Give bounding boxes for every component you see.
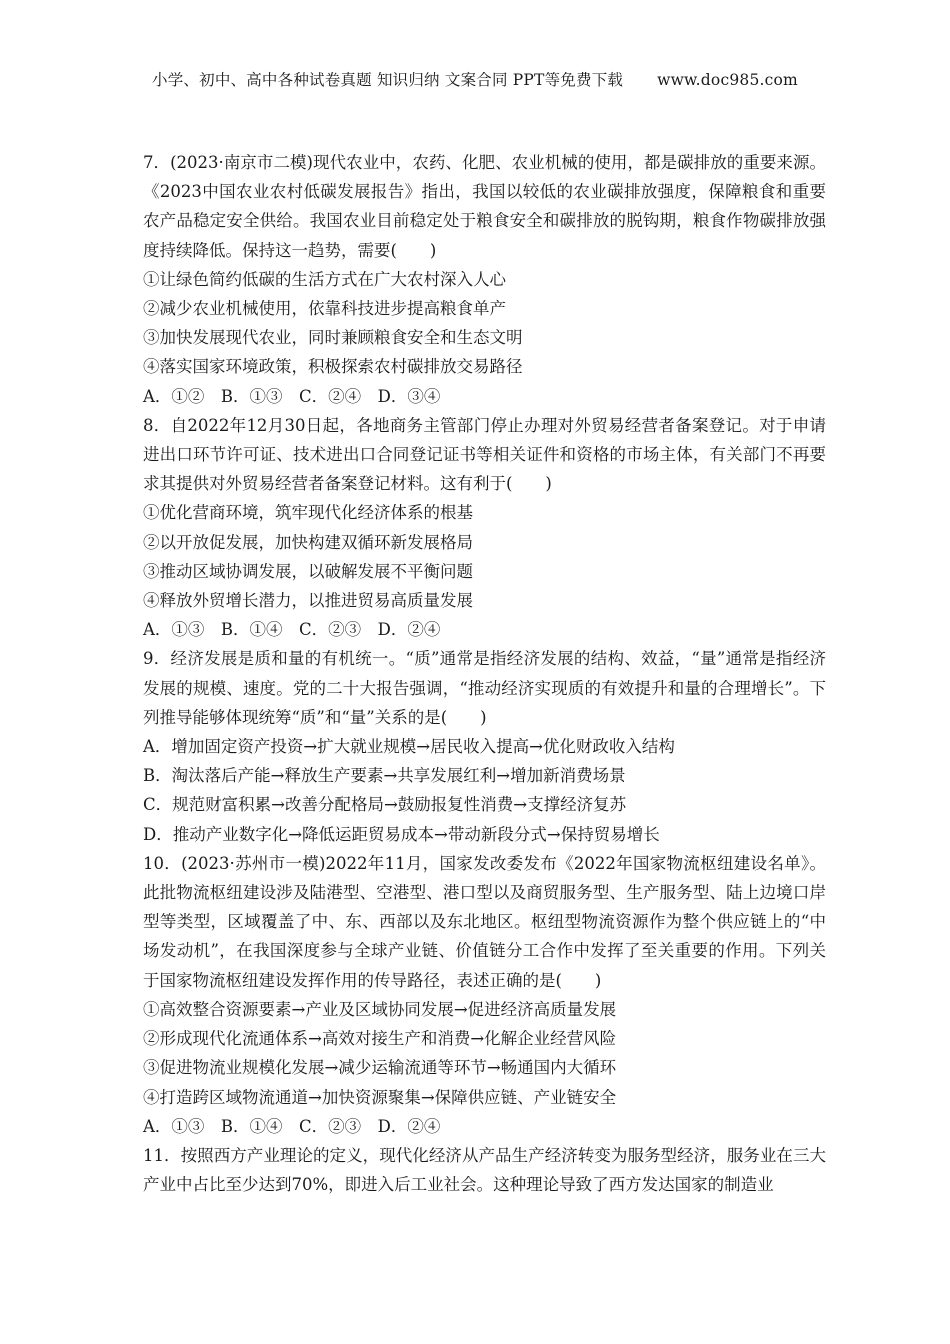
question-item: ①让绿色简约低碳的生活方式在广大农村深入人心	[143, 269, 506, 289]
question-item: ①优化营商环境，筑牢现代化经济体系的根基	[143, 503, 473, 523]
question-stem: 7．(2023·南京市二模)现代农业中，农药、化肥、农业机械的使用，都是碳排放的重要来源。《2023中国农业农村低碳发展报告》指出，我国以较低的农业碳排放强度，保障粮食和重要农产品稳定安全供给。我国农业目前稳定处于粮食安全和碳排放的脱钩期，粮食作物碳排放强度持续降低。保持这一趋势，需要( )	[143, 153, 826, 260]
answer-option: D．推动产业数字化→降低运距贸易成本→带动新段分式→保持贸易增长	[143, 824, 660, 844]
answer-options: A．①② B．①③ C．②④ D．③④	[143, 386, 441, 406]
answer-options: A．①③ B．①④ C．②③ D．②④	[143, 620, 441, 640]
header-site: www.doc985.com	[657, 71, 798, 89]
question-9	[143, 644, 826, 848]
question-stem: 8．自2022年12月30日起，各地商务主管部门停止办理对外贸易经营者备案登记。对于申请进出口环节许可证、技术进出口合同登记证书等相关证件和资格的市场主体，有关部门不再要求其提供对外贸易经营者备案登记材料。这有利于( )	[143, 415, 826, 494]
question-7	[143, 148, 826, 411]
answer-option: C．规范财富积累→改善分配格局→鼓励报复性消费→支撑经济复苏	[143, 795, 627, 815]
answer-options: A．①③ B．①④ C．②③ D．②④	[143, 1116, 441, 1136]
answer-option: B．淘汰落后产能→释放生产要素→共享发展红利→增加新消费场景	[143, 766, 626, 786]
question-item: ③促进物流业规模化发展→减少运输流通等环节→畅通国内大循环	[143, 1058, 617, 1078]
question-stem: 10．(2023·苏州市一模)2022年11月，国家发改委发布《2022年国家物流枢纽建设名单》。此批物流枢纽建设涉及陆港型、空港型、港口型以及商贸服务型、生产服务型、陆上边境口岸型等类型，区域覆盖了中、东、西部以及东北地区。枢纽型物流资源作为整个供应链上的“中场发动机”，在我国深度参与全球产业链、价值链分工合作中发挥了至关重要的作用。下列关于国家物流枢纽建设发挥作用的传导路径，表述正确的是( )	[143, 853, 826, 990]
question-item: ④释放外贸增长潜力，以推进贸易高质量发展	[143, 591, 473, 611]
question-item: ②形成现代化流通体系→高效对接生产和消费→化解企业经营风险	[143, 1029, 617, 1049]
question-item: ③加快发展现代农业，同时兼顾粮食安全和生态文明	[143, 328, 523, 348]
question-11	[143, 1141, 826, 1199]
question-item: ②以开放促发展，加快构建双循环新发展格局	[143, 532, 473, 552]
question-stem: 9．经济发展是质和量的有机统一。“质”通常是指经济发展的结构、效益，“量”通常是指经济发展的规模、速度。党的二十大报告强调，“推动经济实现质的有效提升和量的合理增长”。下列推导能够体现统筹“质”和“量”关系的是( )	[143, 649, 826, 727]
question-10	[143, 849, 826, 1141]
page-header	[0, 68, 950, 90]
answer-option: A．增加固定资产投资→扩大就业规模→居民收入提高→优化财政收入结构	[143, 737, 675, 757]
question-item: ②减少农业机械使用，依靠科技进步提高粮食单产	[143, 299, 506, 319]
question-8	[143, 411, 826, 645]
header-text: 小学、初中、高中各种试卷真题 知识归纳 文案合同 PPT等免费下载	[152, 71, 624, 89]
question-item: ④打造跨区域物流通道→加快资源聚集→保障供应链、产业链安全	[143, 1087, 617, 1107]
question-item: ④落实国家环境政策，积极探索农村碳排放交易路径	[143, 357, 523, 377]
question-item: ①高效整合资源要素→产业及区域协同发展→促进经济高质量发展	[143, 999, 617, 1019]
questions-container	[143, 148, 826, 1199]
question-stem: 11．按照西方产业理论的定义，现代化经济从产品生产经济转变为服务型经济，服务业在三大产业中占比至少达到70%，即进入后工业社会。这种理论导致了西方发达国家的制造业	[143, 1145, 826, 1195]
question-item: ③推动区域协调发展，以破解发展不平衡问题	[143, 561, 473, 581]
